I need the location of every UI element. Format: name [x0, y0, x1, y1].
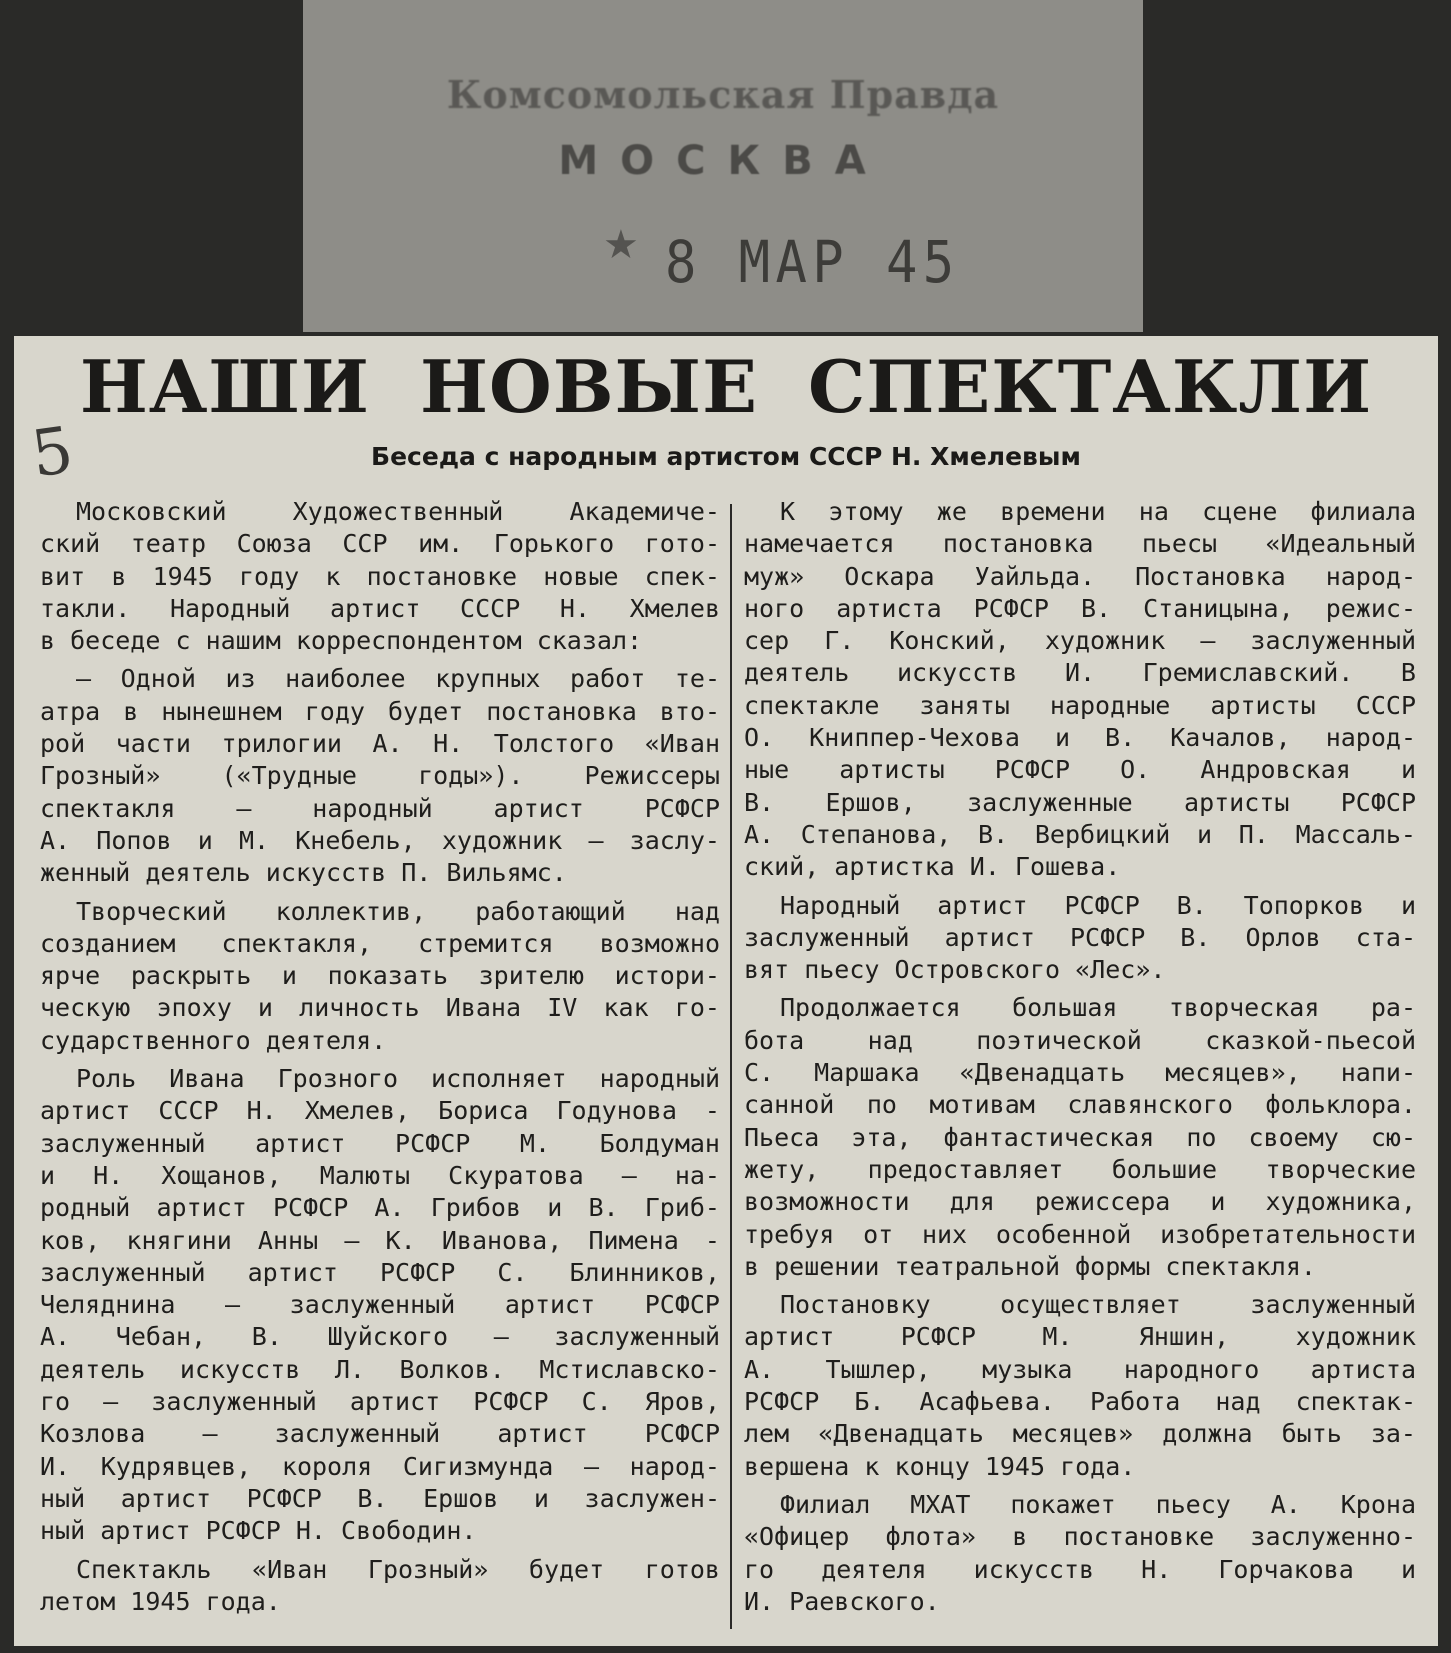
text-line: спектакля — народный артист РСФСР — [40, 793, 720, 823]
article-paragraph — [40, 1554, 720, 1619]
text-line: ного артиста РСФСР В. Станицына, режис- — [744, 593, 1416, 623]
text-line: — Одной из наиболее крупных работ те- — [76, 664, 720, 694]
article-paragraph — [40, 663, 720, 889]
text-line: сударственного деятеля. — [40, 1025, 387, 1055]
text-line: деятель искусств Л. Волков. Мстиславско- — [40, 1354, 720, 1384]
star-icon: ★ — [603, 222, 639, 268]
text-line: вит в 1945 году к постановке новые спек- — [40, 561, 720, 591]
text-line: летом 1945 года. — [40, 1586, 281, 1616]
text-line: «Офицер флота» в постановке заслуженно- — [744, 1522, 1416, 1552]
text-line: Челяднина — заслуженный артист РСФСР — [40, 1290, 720, 1320]
newspaper-clipping — [14, 336, 1438, 1646]
article-column-right — [744, 496, 1416, 1624]
text-line: жету, предоставляет большие творческие — [744, 1154, 1416, 1184]
article-paragraph — [744, 496, 1416, 884]
article-paragraph — [744, 992, 1416, 1283]
text-line: ные артисты РСФСР О. Андровская и — [744, 755, 1416, 785]
text-line: намечается постановка пьесы «Идеальный — [744, 529, 1416, 559]
text-line: Роль Ивана Грозного исполняет народный — [76, 1064, 720, 1094]
text-line: И. Кудрявцев, короля Сигизмунда — народ- — [40, 1451, 720, 1481]
text-line: РСФСР Б. Асафьева. Работа над спектак- — [744, 1387, 1416, 1417]
text-line: А. Попов и М. Кнебель, художник — заслу- — [40, 825, 720, 855]
text-line: ский, артистка И. Гошева. — [744, 852, 1121, 882]
article-paragraph — [40, 1063, 720, 1547]
text-line: В. Ершов, заслуженные артисты РСФСР — [744, 787, 1416, 817]
text-line: заслуженный артист РСФСР М. Болдуман — [40, 1128, 720, 1158]
text-line: в беседе с нашим корреспондентом сказал: — [40, 626, 643, 656]
article-column-left — [40, 496, 720, 1624]
text-line: Постановку осуществляет заслуженный — [780, 1290, 1416, 1320]
text-line: ский театр Союза ССР им. Горького гото- — [40, 529, 720, 559]
column-divider — [730, 504, 732, 1629]
text-line: ков, княгини Анны — К. Иванова, Пимена - — [40, 1225, 720, 1255]
text-line: Московский Художественный Академиче- — [76, 497, 720, 526]
text-line: муж» Оскара Уайльда. Постановка народ- — [744, 561, 1416, 591]
text-line: ный артист РСФСР В. Ершов и заслужен- — [40, 1483, 720, 1513]
text-line: Спектакль «Иван Грозный» будет готов — [76, 1554, 720, 1584]
text-line: сер Г. Конский, художник — заслуженный — [744, 626, 1416, 656]
article-paragraph — [744, 890, 1416, 987]
text-line: ческую эпоху и личность Ивана IV как го- — [40, 993, 720, 1023]
text-line: заслуженный артист РСФСР В. Орлов ста- — [744, 922, 1416, 952]
text-line: и Н. Хощанов, Малюты Скуратова — на- — [40, 1160, 720, 1190]
stamp-newspaper-name: Комсомольская Правда — [446, 72, 1000, 117]
text-line: А. Степанова, В. Вербицкий и П. Массаль- — [744, 819, 1416, 849]
text-line: бота над поэтической сказкой-пьесой — [744, 1025, 1416, 1055]
article-headline: НАШИ НОВЫЕ СПЕКТАКЛИ — [79, 344, 1373, 429]
text-line: возможности для режиссера и художника, — [744, 1187, 1416, 1217]
text-line: требуя от них особенной изобретательности — [744, 1219, 1416, 1249]
archive-stamp — [303, 0, 1143, 332]
text-line: А. Чебан, В. Шуйского — заслуженный — [40, 1322, 720, 1352]
text-line: лем «Двенадцать месяцев» должна быть за- — [744, 1419, 1416, 1449]
text-line: Народный артист РСФСР В. Топорков и — [780, 890, 1416, 920]
stamp-city: МОСКВА — [558, 138, 888, 184]
article-subheadline: Беседа с народным артистом СССР Н. Хмелевым — [371, 442, 1081, 471]
text-line: го — заслуженный артист РСФСР С. Яров, — [40, 1387, 720, 1417]
text-line: артист РСФСР М. Яншин, художник — [744, 1322, 1416, 1352]
handwritten-margin-mark: 5 — [27, 413, 78, 493]
text-line: в решении театральной формы спектакля. — [744, 1251, 1316, 1281]
text-line: созданием спектакля, стремится возможно — [40, 928, 720, 958]
text-line: заслуженный артист РСФСР С. Блинников, — [40, 1257, 720, 1287]
stamp-date: 8 МАР 45 — [665, 228, 960, 296]
text-line: вят пьесу Островского «Лес». — [744, 955, 1166, 985]
text-line: рой части трилогии А. Н. Толстого «Иван — [40, 729, 720, 759]
text-line: ярче раскрыть и показать зрителю истори- — [40, 961, 720, 991]
text-line: го деятеля искусств Н. Горчакова и — [744, 1554, 1416, 1584]
text-line: С. Маршака «Двенадцать месяцев», напи- — [744, 1058, 1416, 1088]
text-line: такли. Народный артист СССР Н. Хмелев — [40, 593, 720, 623]
article-paragraph — [40, 496, 720, 657]
text-line: санной по мотивам славянского фольклора. — [744, 1090, 1416, 1120]
text-line: спектакле заняты народные артисты СССР — [744, 690, 1416, 720]
text-line: Творческий коллектив, работающий над — [76, 896, 720, 926]
article-paragraph — [40, 896, 720, 1057]
text-line: ный артист РСФСР Н. Свободин. — [40, 1516, 477, 1546]
text-line: Филиал МХАТ покажет пьесу А. Крона — [780, 1489, 1416, 1519]
text-line: вершена к концу 1945 года. — [744, 1451, 1136, 1481]
text-line: А. Тышлер, музыка народного артиста — [744, 1354, 1416, 1384]
text-line: Козлова — заслуженный артист РСФСР — [40, 1419, 720, 1449]
text-line: К этому же времени на сцене филиала — [780, 497, 1416, 526]
article-paragraph — [744, 1489, 1416, 1618]
text-line: деятель искусств И. Гремиславский. В — [744, 658, 1416, 688]
text-line: женный деятель искусств П. Вильямс. — [40, 858, 567, 888]
text-line: атра в нынешнем году будет постановка вто- — [40, 696, 720, 726]
text-line: И. Раевского. — [744, 1586, 940, 1616]
article-paragraph — [744, 1289, 1416, 1483]
text-line: родный артист РСФСР А. Грибов и В. Гриб- — [40, 1193, 720, 1223]
text-line: О. Книппер-Чехова и В. Качалов, народ- — [744, 723, 1416, 753]
text-line: Пьеса эта, фантастическая по своему сю- — [744, 1122, 1416, 1152]
text-line: Грозный» («Трудные годы»). Режиссеры — [40, 761, 720, 791]
text-line: Продолжается большая творческая ра- — [780, 993, 1416, 1023]
text-line: артист СССР Н. Хмелев, Бориса Годунова - — [40, 1096, 720, 1126]
